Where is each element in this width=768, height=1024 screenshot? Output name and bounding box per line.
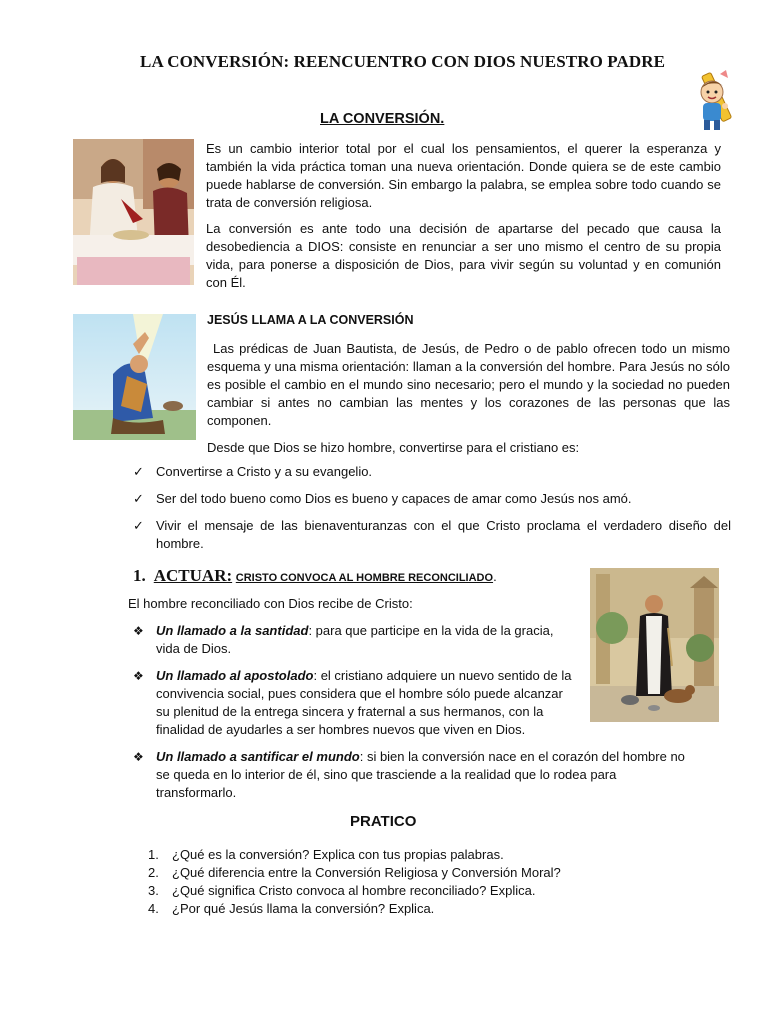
diamond-bullet-icon: ❖ bbox=[133, 624, 144, 638]
page-title: LA CONVERSIÓN: REENCUENTRO CON DIOS NUESTRO PADRE bbox=[140, 52, 666, 71]
diamond-bullet-icon: ❖ bbox=[133, 669, 144, 683]
section1-paragraph-2: La conversión es ante todo una decisión de apartarse del pecado que causa la desobediencia a DIOS: consiste en renunciar a ser uno mismo el centro de su propia vida, para ponerse a disposición de Dios, para vivir según su voluntad y en comunión con Él. bbox=[206, 221, 721, 290]
section3-intro: El hombre reconciliado con Dios recibe de Cristo: bbox=[128, 596, 413, 611]
section2-paragraph-1: Las prédicas de Juan Bautista, de Jesús, de Pedro o de pablo ofrecen todo un mismo esquema y una misma orientación: llaman a la conversión del hombre. Para Jesús no sólo es posible el cambio en el mundo sino necesario; pero el mundo y la sociedad no pueden cambiar si antes no cambian las mentes y los corazones de las personas que las componen. bbox=[207, 341, 730, 428]
section1-paragraph-1: Es un cambio interior total por el cual los pensamientos, el querer la esperanza y también la vida práctica toman una nueva orientación. Donde quiera se de este cambio puede hablarse de conversión. Sin embargo la palabra, se emplea sobre todo cuando se trata de conversión religiosa. bbox=[206, 141, 721, 210]
list-item: ✓ Convertirse a Cristo y a su evangelio. bbox=[133, 464, 373, 479]
check-icon: ✓ bbox=[133, 464, 144, 479]
conversion-checklist bbox=[133, 463, 731, 562]
section-heading-jesus-calls: JESÚS LLAMA A LA CONVERSIÓN bbox=[207, 313, 414, 327]
pencil-mascot-icon bbox=[690, 68, 740, 134]
conversion-of-paul-image bbox=[73, 314, 196, 440]
section-heading-actuar: 1. ACTUAR: CRISTO CONVOCA AL HOMBRE RECONCILIADO. bbox=[133, 566, 497, 585]
list-item: ❖ Un llamado al apostolado: el cristiano adquiere un nuevo sentido de la convivencia social, pues considera que el hombre sólo puede alcanzar su plenitud de la entrega sincera y fraternal a sus hermanos, con la finalidad de ayudarles a ser hombres nuevos que viven en Dios. bbox=[133, 668, 572, 737]
list-item: 2. ¿Qué diferencia entre la Conversión Religiosa y Conversión Moral? bbox=[148, 865, 561, 880]
section-heading-conversion: LA CONVERSIÓN. bbox=[320, 111, 445, 127]
check-icon: ✓ bbox=[133, 518, 144, 533]
saint-with-animals-image bbox=[590, 568, 719, 722]
jesus-washing-feet-image bbox=[73, 139, 194, 285]
list-item: ❖ Un llamado a la santidad: para que participe en la vida de la gracia, vida de Dios. bbox=[133, 623, 554, 656]
section1-body bbox=[206, 140, 721, 292]
practice-heading: PRATICO bbox=[350, 813, 417, 830]
list-item: 4. ¿Por qué Jesús llama la conversión? Explica. bbox=[148, 901, 435, 916]
section2-paragraph-2: Desde que Dios se hizo hombre, convertirse para el cristiano es: bbox=[207, 440, 580, 455]
list-item: 1. ¿Qué es la conversión? Explica con tus propias palabras. bbox=[148, 847, 504, 862]
calls-list bbox=[133, 622, 685, 811]
diamond-bullet-icon: ❖ bbox=[133, 750, 144, 764]
list-item: ✓ Ser del todo bueno como Dios es bueno y capaces de amar como Jesús nos amó. bbox=[133, 491, 632, 506]
list-item: 3. ¿Qué significa Cristo convoca al hombre reconciliado? Explica. bbox=[148, 883, 536, 898]
check-icon: ✓ bbox=[133, 491, 144, 506]
list-item: ❖ Un llamado a santificar el mundo: si bien la conversión nace en el corazón del hombre no se queda en lo interior de él, sino que trasciende a la realidad que lo rodea para transformarlo. bbox=[133, 749, 685, 800]
list-item: ✓ Vivir el mensaje de las bienaventuranzas con el que Cristo proclama el verdadero diseño del hombre. bbox=[133, 518, 731, 551]
practice-questions bbox=[148, 846, 648, 918]
section2-body bbox=[207, 340, 730, 457]
